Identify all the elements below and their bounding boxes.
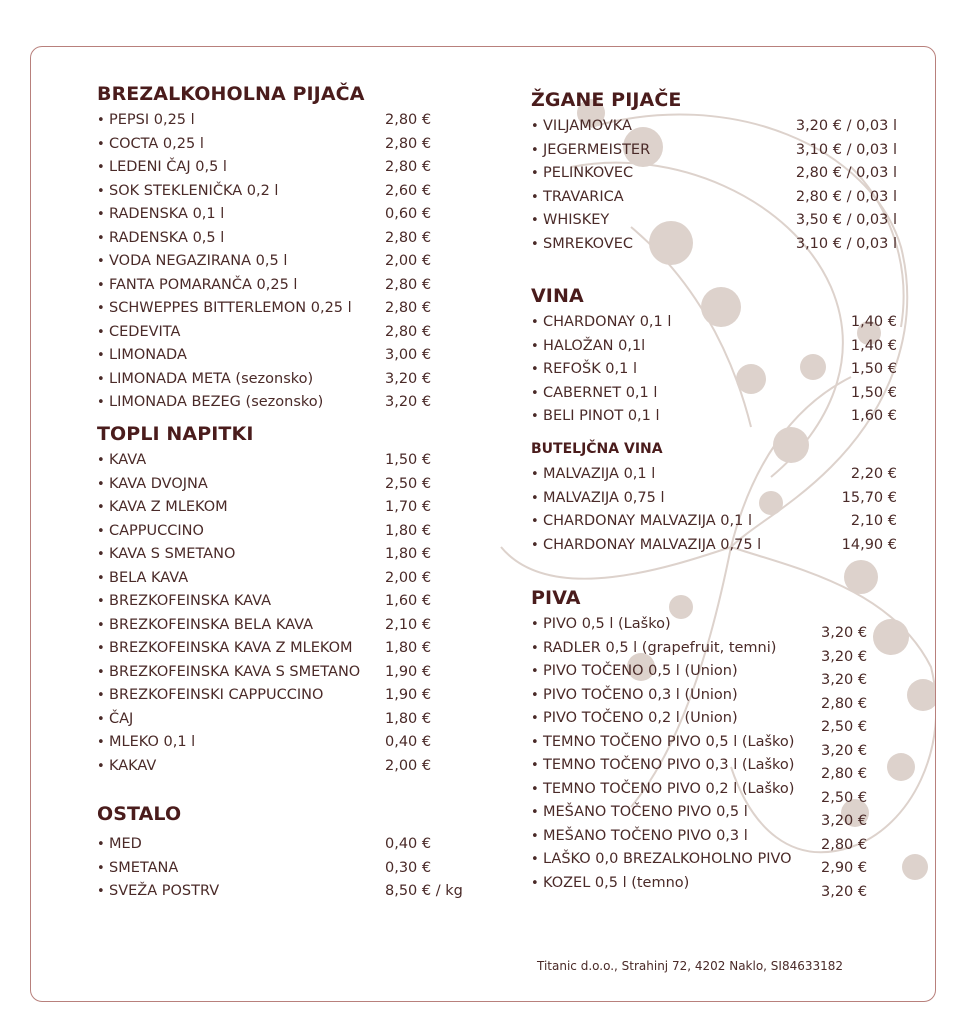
- menu-item: [97, 473, 497, 497]
- bullet-icon: •: [531, 711, 539, 726]
- menu-item: [97, 156, 497, 180]
- menu-item: [97, 321, 497, 345]
- item-price: 1,60 €: [385, 593, 432, 609]
- bullet-icon: •: [531, 490, 539, 506]
- menu-item: [97, 391, 497, 415]
- menu-item: [531, 405, 931, 429]
- menu-item: [97, 496, 497, 520]
- bullet-icon: •: [97, 476, 105, 492]
- bullet-icon: •: [97, 547, 105, 562]
- section-other: [97, 799, 497, 904]
- item-list: [97, 833, 497, 904]
- item-price: 0,60 €: [385, 206, 432, 222]
- menu-item: [97, 857, 497, 881]
- section-title: BREZALKOHOLNA PIJAČA: [97, 83, 365, 105]
- item-name: SMETANA: [109, 859, 179, 876]
- bullet-icon: •: [97, 254, 105, 269]
- item-price: 3,00 €: [385, 347, 432, 363]
- bullet-icon: •: [97, 500, 105, 515]
- item-name: RADENSKA 0,5 l: [109, 229, 225, 246]
- item-list: [531, 463, 931, 557]
- bullet-icon: •: [531, 828, 539, 844]
- item-name: MEŠANO TOČENO PIVO 0,5 l: [543, 804, 748, 820]
- company-footer: Titanic d.o.o., Strahinj 72, 4202 Naklo, SI84633182: [537, 959, 844, 973]
- menu-item: [531, 707, 931, 735]
- item-name: TEMNO TOČENO PIVO 0,2 l (Laško): [543, 780, 795, 797]
- menu-item: [97, 755, 497, 779]
- section-title: VINA: [531, 285, 584, 307]
- bullet-icon: •: [531, 142, 539, 158]
- bullet-icon: •: [97, 160, 105, 175]
- item-name: SOK STEKLENIČKA 0,2 l: [109, 182, 279, 199]
- item-price: 1,40 €: [850, 337, 897, 354]
- section-spirits: [531, 85, 931, 281]
- bullet-icon: •: [531, 362, 539, 377]
- menu-item: [97, 297, 497, 321]
- item-price: 2,00 €: [385, 569, 432, 586]
- item-name: CHARDONAY MALVAZIJA 0,1 l: [543, 513, 752, 529]
- bullet-icon: •: [97, 230, 105, 246]
- item-price: 2,80 €: [385, 276, 432, 293]
- item-name: PELINKOVEC: [543, 165, 634, 181]
- item-price: 2,80 €: [821, 766, 868, 782]
- menu-item: [531, 754, 931, 782]
- item-price: 2,00 €: [385, 757, 432, 774]
- right-column: [531, 85, 931, 900]
- item-name: JEGERMEISTER: [543, 141, 651, 158]
- item-name: SCHWEPPES BITTERLEMON 0,25 l: [109, 300, 352, 316]
- item-price: 2,50 €: [821, 789, 868, 806]
- menu-item: [97, 708, 497, 732]
- item-price: 3,50 € / 0,03 l: [795, 212, 897, 228]
- menu-item: [97, 449, 497, 473]
- menu-item: [531, 311, 931, 335]
- item-name: HALOŽAN 0,1l: [543, 337, 646, 354]
- menu-item: [531, 233, 931, 257]
- item-name: ČAJ: [109, 710, 134, 727]
- menu-item: [531, 613, 931, 641]
- bullet-icon: •: [97, 570, 105, 586]
- item-name: BREZKOFEINSKA KAVA S SMETANO: [109, 663, 361, 680]
- bullet-icon: •: [97, 664, 105, 680]
- item-price: 3,20 €: [821, 672, 868, 688]
- menu-item: [97, 344, 497, 368]
- bullet-icon: •: [97, 395, 105, 410]
- item-name: LAŠKO 0,0 BREZALKOHOLNO PIVO: [543, 851, 792, 867]
- item-list: [531, 311, 931, 429]
- bullet-icon: •: [531, 409, 539, 424]
- item-name: MED: [109, 836, 142, 852]
- menu-item: [531, 186, 931, 210]
- bullet-icon: •: [97, 594, 105, 609]
- menu-item: [531, 209, 931, 233]
- item-price: 2,80 €: [385, 112, 432, 128]
- item-name: PIVO TOČENO 0,2 l (Union): [543, 710, 738, 726]
- item-price: 14,90 €: [841, 536, 897, 553]
- item-name: WHISKEY: [543, 212, 610, 228]
- item-price: 1,50 €: [850, 384, 897, 401]
- item-price: 1,40 €: [850, 314, 897, 330]
- item-price: 1,50 €: [850, 361, 897, 377]
- bullet-icon: •: [97, 617, 105, 633]
- bullet-icon: •: [97, 453, 105, 468]
- item-name: CHARDONAY 0,1 l: [543, 314, 672, 330]
- bullet-icon: •: [531, 875, 539, 891]
- item-name: BELA KAVA: [109, 569, 189, 586]
- menu-item: [97, 274, 497, 298]
- item-price: 1,70 €: [385, 499, 432, 515]
- item-price: 8,50 € / kg: [385, 883, 463, 899]
- item-name: TEMNO TOČENO PIVO 0,5 l (Laško): [543, 733, 795, 750]
- menu-item: [531, 139, 931, 163]
- item-name: CABERNET 0,1 l: [543, 384, 658, 401]
- item-list: [97, 449, 497, 778]
- bullet-icon: •: [531, 805, 539, 820]
- item-name: PEPSI 0,25 l: [109, 112, 195, 128]
- menu-item: [97, 133, 497, 157]
- bullet-icon: •: [97, 688, 105, 703]
- bullet-icon: •: [97, 523, 105, 539]
- item-price: 0,30 €: [385, 859, 432, 876]
- item-price: 3,10 € / 0,03 l: [795, 141, 897, 158]
- item-name: COCTA 0,25 l: [109, 135, 204, 152]
- item-price: 3,20 € / 0,03 l: [795, 118, 897, 134]
- item-price: 1,50 €: [385, 452, 432, 468]
- item-price: 3,20 €: [821, 625, 868, 641]
- menu-item: [97, 731, 497, 755]
- section-title: PIVA: [531, 587, 581, 609]
- bullet-icon: •: [97, 860, 105, 876]
- bullet-icon: •: [97, 884, 105, 899]
- menu-item: [531, 848, 931, 876]
- menu-item: [97, 590, 497, 614]
- bullet-icon: •: [97, 837, 105, 852]
- item-list: [97, 109, 497, 415]
- section-title: TOPLI NAPITKI: [97, 423, 254, 445]
- item-name: CAPPUCCINO: [109, 522, 204, 539]
- item-name: MLEKO 0,1 l: [109, 734, 196, 750]
- menu-item: [97, 684, 497, 708]
- bullet-icon: •: [531, 385, 539, 401]
- bullet-icon: •: [97, 277, 105, 293]
- menu-item: [531, 801, 931, 829]
- item-name: REFOŠK 0,1 l: [543, 361, 638, 377]
- item-name: LIMONADA: [109, 347, 187, 363]
- menu-item: [531, 872, 931, 900]
- item-price: 3,20 €: [821, 742, 868, 759]
- bullet-icon: •: [97, 183, 105, 199]
- bullet-icon: •: [97, 301, 105, 316]
- item-name: BREZKOFEINSKA KAVA: [109, 593, 272, 609]
- bullet-icon: •: [97, 207, 105, 222]
- item-name: KAVA S SMETANO: [109, 546, 236, 562]
- menu-item: [97, 614, 497, 638]
- bullet-icon: •: [531, 758, 539, 773]
- section-soft-drinks: [97, 79, 497, 419]
- item-price: 1,90 €: [385, 663, 432, 680]
- item-price: 2,00 €: [385, 253, 432, 269]
- menu-item: [531, 731, 931, 759]
- menu-item: [531, 115, 931, 139]
- item-price: 15,70 €: [841, 489, 897, 506]
- bullet-icon: •: [531, 119, 539, 134]
- section-beer: [531, 583, 931, 900]
- bullet-icon: •: [531, 338, 539, 354]
- bullet-icon: •: [97, 371, 105, 387]
- item-name: LIMONADA META (sezonsko): [109, 370, 314, 387]
- item-price: 3,20 €: [821, 648, 868, 665]
- bullet-icon: •: [531, 166, 539, 181]
- bullet-icon: •: [97, 113, 105, 128]
- item-price: 1,90 €: [385, 687, 432, 703]
- menu-item: [97, 567, 497, 591]
- item-price: 1,80 €: [385, 546, 432, 562]
- menu-item: [531, 684, 931, 712]
- menu-item: [97, 661, 497, 685]
- menu-item: [97, 543, 497, 567]
- menu-item: [97, 227, 497, 251]
- section-title: ŽGANE PIJAČE: [531, 89, 682, 111]
- item-name: VILJAMOVKA: [543, 118, 632, 134]
- item-price: 2,80 €: [385, 135, 432, 152]
- bullet-icon: •: [531, 236, 539, 252]
- menu-item: [531, 778, 931, 806]
- menu-item: [531, 825, 931, 853]
- item-list: [531, 613, 931, 900]
- item-price: 3,20 €: [385, 394, 432, 410]
- bullet-icon: •: [97, 711, 105, 727]
- item-name: BREZKOFEINSKA BELA KAVA: [109, 616, 314, 633]
- item-price: 2,80 € / 0,03 l: [795, 188, 897, 205]
- item-price: 2,80 €: [821, 695, 868, 712]
- section-wines: [531, 281, 931, 435]
- item-price: 2,80 €: [385, 229, 432, 246]
- bullet-icon: •: [531, 467, 539, 482]
- menu-item: [531, 162, 931, 186]
- item-name: BELI PINOT 0,1 l: [543, 408, 660, 424]
- item-name: VODA NEGAZIRANA 0,5 l: [109, 253, 288, 269]
- item-name: SVEŽA POSTRV: [109, 883, 220, 899]
- section-subtitle: BUTELJČNA VINA: [531, 441, 663, 457]
- menu-item: [97, 637, 497, 661]
- bullet-icon: •: [531, 189, 539, 205]
- item-price: 2,80 €: [821, 836, 868, 853]
- menu-item: [97, 203, 497, 227]
- item-price: 3,20 €: [821, 813, 868, 829]
- item-price: 2,50 €: [385, 475, 432, 492]
- menu-item: [97, 880, 497, 904]
- item-price: 2,80 €: [385, 159, 432, 175]
- item-name: KAVA DVOJNA: [109, 475, 208, 492]
- menu-item: [97, 833, 497, 857]
- item-price: 1,80 €: [385, 522, 432, 539]
- menu-item: [531, 382, 931, 406]
- bullet-icon: •: [97, 758, 105, 774]
- menu-item: [531, 510, 931, 534]
- menu-item: [97, 250, 497, 274]
- item-name: CEDEVITA: [109, 323, 181, 340]
- menu-item: [531, 660, 931, 688]
- item-name: SMREKOVEC: [543, 235, 634, 252]
- section-bottled-wines: [531, 435, 931, 583]
- item-name: KAVA: [109, 452, 147, 468]
- item-price: 2,80 € / 0,03 l: [795, 165, 897, 181]
- menu-item: [531, 358, 931, 382]
- bullet-icon: •: [97, 735, 105, 750]
- item-price: 2,90 €: [821, 860, 868, 876]
- item-name: PIVO 0,5 l (Laško): [543, 616, 671, 632]
- item-price: 2,20 €: [850, 466, 897, 482]
- item-name: TRAVARICA: [543, 188, 624, 205]
- menu-item: [531, 463, 931, 487]
- item-price: 3,20 €: [385, 370, 432, 387]
- item-name: MALVAZIJA 0,75 l: [543, 489, 665, 506]
- bullet-icon: •: [97, 348, 105, 363]
- left-column: [97, 79, 497, 904]
- bullet-icon: •: [531, 213, 539, 228]
- item-name: RADLER 0,5 l (grapefruit, temni): [543, 639, 777, 656]
- menu-item: [97, 109, 497, 133]
- bullet-icon: •: [531, 315, 539, 330]
- item-name: RADENSKA 0,1 l: [109, 206, 225, 222]
- bullet-icon: •: [531, 514, 539, 529]
- item-name: MALVAZIJA 0,1 l: [543, 466, 656, 482]
- menu-item: [531, 534, 931, 558]
- item-price: 2,50 €: [821, 719, 868, 735]
- bullet-icon: •: [531, 664, 539, 679]
- bullet-icon: •: [531, 640, 539, 656]
- item-price: 0,40 €: [385, 836, 432, 852]
- item-name: FANTA POMARANČA 0,25 l: [109, 276, 298, 293]
- menu-item: [97, 368, 497, 392]
- item-list: [531, 115, 931, 256]
- item-name: BREZKOFEINSKA KAVA Z MLEKOM: [109, 640, 353, 656]
- item-price: 0,40 €: [385, 734, 432, 750]
- bullet-icon: •: [531, 617, 539, 632]
- section-hot-drinks: [97, 419, 497, 799]
- item-name: PIVO TOČENO 0,5 l (Union): [543, 663, 738, 679]
- item-price: 2,80 €: [385, 300, 432, 316]
- item-price: 3,20 €: [821, 883, 868, 900]
- item-price: 2,80 €: [385, 323, 432, 340]
- item-name: MEŠANO TOČENO PIVO 0,3 l: [543, 827, 748, 844]
- bullet-icon: •: [97, 136, 105, 152]
- item-price: 3,10 € / 0,03 l: [795, 235, 897, 252]
- bullet-icon: •: [531, 852, 539, 867]
- menu-item: [97, 520, 497, 544]
- section-title: OSTALO: [97, 803, 182, 825]
- item-price: 1,80 €: [385, 710, 432, 727]
- bullet-icon: •: [97, 641, 105, 656]
- item-price: 1,60 €: [850, 408, 897, 424]
- bullet-icon: •: [531, 537, 539, 553]
- menu-card: [30, 46, 936, 1002]
- bullet-icon: •: [531, 734, 539, 750]
- item-name: CHARDONAY MALVAZIJA 0,75 l: [543, 536, 762, 553]
- item-name: TEMNO TOČENO PIVO 0,3 l (Laško): [543, 757, 795, 773]
- item-name: PIVO TOČENO 0,3 l (Union): [543, 686, 738, 703]
- bullet-icon: •: [97, 324, 105, 340]
- menu-item: [531, 487, 931, 511]
- menu-item: [97, 180, 497, 204]
- item-name: KOZEL 0,5 l (temno): [543, 874, 690, 891]
- item-name: KAVA Z MLEKOM: [109, 499, 228, 515]
- bullet-icon: •: [531, 781, 539, 797]
- item-price: 1,80 €: [385, 640, 432, 656]
- bullet-icon: •: [531, 687, 539, 703]
- item-name: LEDENI ČAJ 0,5 l: [109, 159, 227, 175]
- item-name: BREZKOFEINSKI CAPPUCCINO: [109, 687, 324, 703]
- item-name: KAKAV: [109, 757, 157, 774]
- item-name: LIMONADA BEZEG (sezonsko): [109, 394, 324, 410]
- menu-item: [531, 335, 931, 359]
- item-price: 2,10 €: [850, 513, 897, 529]
- item-price: 2,60 €: [385, 182, 432, 199]
- item-price: 2,10 €: [385, 616, 432, 633]
- menu-item: [531, 637, 931, 665]
